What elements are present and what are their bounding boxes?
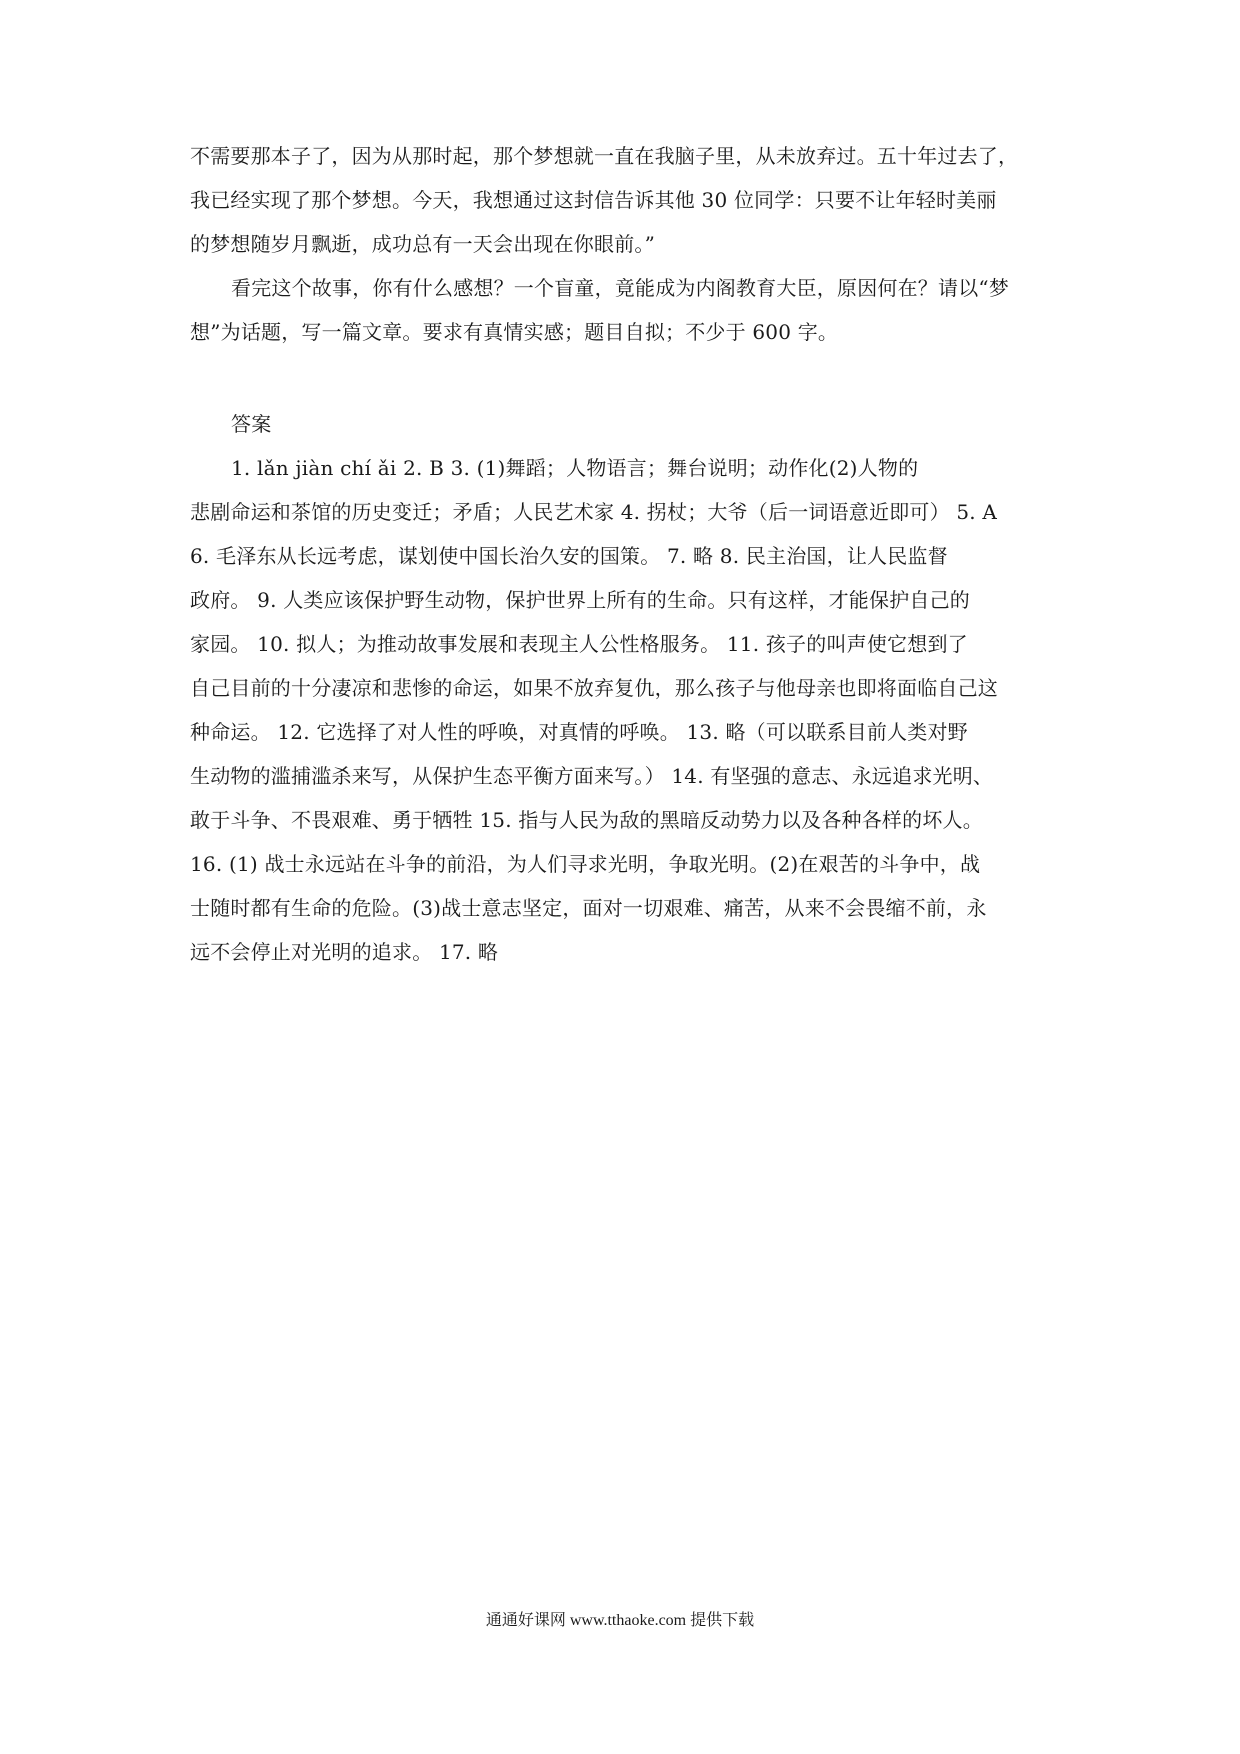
answer-line: 16. (1) 战士永远站在斗争的前沿，为人们寻求光明，争取光明。(2)在艰苦的斗争中，战 xyxy=(190,852,981,876)
answer-line: 生动物的滥捕滥杀来写，从保护生态平衡方面来写。） 14. 有坚强的意志、永远追求光明、 xyxy=(190,764,994,788)
answer-line: 政府。 9. 人类应该保护野生动物，保护世界上所有的生命。只有这样，才能保护自己的 xyxy=(190,588,970,612)
story-line: 不需要那本子了，因为从那时起，那个梦想就一直在我脑子里，从未放弃过。五十年过去了， xyxy=(190,144,1019,168)
download-footer: 通通好课网 www.tthaoke.com 提供下载 xyxy=(485,1612,755,1629)
prompt-line: 想”为话题，写一篇文章。要求有真情实感；题目自拟；不少于 600 字。 xyxy=(190,320,839,344)
story-line: 我已经实现了那个梦想。今天，我想通过这封信告诉其他 30 位同学：只要不让年轻时美丽 xyxy=(190,188,997,212)
answer-line: 远不会停止对光明的追求。 17. 略 xyxy=(190,940,499,964)
answer-line: 1. lǎn jiàn chí ǎi 2. B 3. (1)舞蹈；人物语言；舞台说明；动作化(2)人物的 xyxy=(231,456,919,480)
prompt-line: 看完这个故事，你有什么感想？一个盲童，竟能成为内阁教育大臣，原因何在？请以“梦 xyxy=(231,276,1010,300)
answer-line: 6. 毛泽东从长远考虑，谋划使中国长治久安的国策。 7. 略 8. 民主治国，让人民监督 xyxy=(190,544,948,568)
answers-heading: 答案 xyxy=(231,412,272,436)
answer-line: 自己目前的十分凄凉和悲惨的命运，如果不放弃复仇，那么孩子与他母亲也即将面临自己这 xyxy=(190,676,998,700)
story-line: 的梦想随岁月飘逝，成功总有一天会出现在你眼前。” xyxy=(190,232,656,256)
answer-line: 敢于斗争、不畏艰难、勇于牺牲 15. 指与人民为敌的黑暗反动势力以及各种各样的坏人。 xyxy=(190,808,983,832)
answer-line: 士随时都有生命的危险。(3)战士意志坚定，面对一切艰难、痛苦，从来不会畏缩不前，永 xyxy=(190,896,987,920)
answer-line: 家园。 10. 拟人；为推动故事发展和表现主人公性格服务。 11. 孩子的叫声使它想到了 xyxy=(190,632,968,656)
answer-line: 种命运。 12. 它选择了对人性的呼唤，对真情的呼唤。 13. 略（可以联系目前人类对野 xyxy=(190,720,968,744)
answer-line: 悲剧命运和茶馆的历史变迁；矛盾；人民艺术家 4. 拐杖；大爷（后一词语意近即可） 5. A xyxy=(190,500,998,524)
